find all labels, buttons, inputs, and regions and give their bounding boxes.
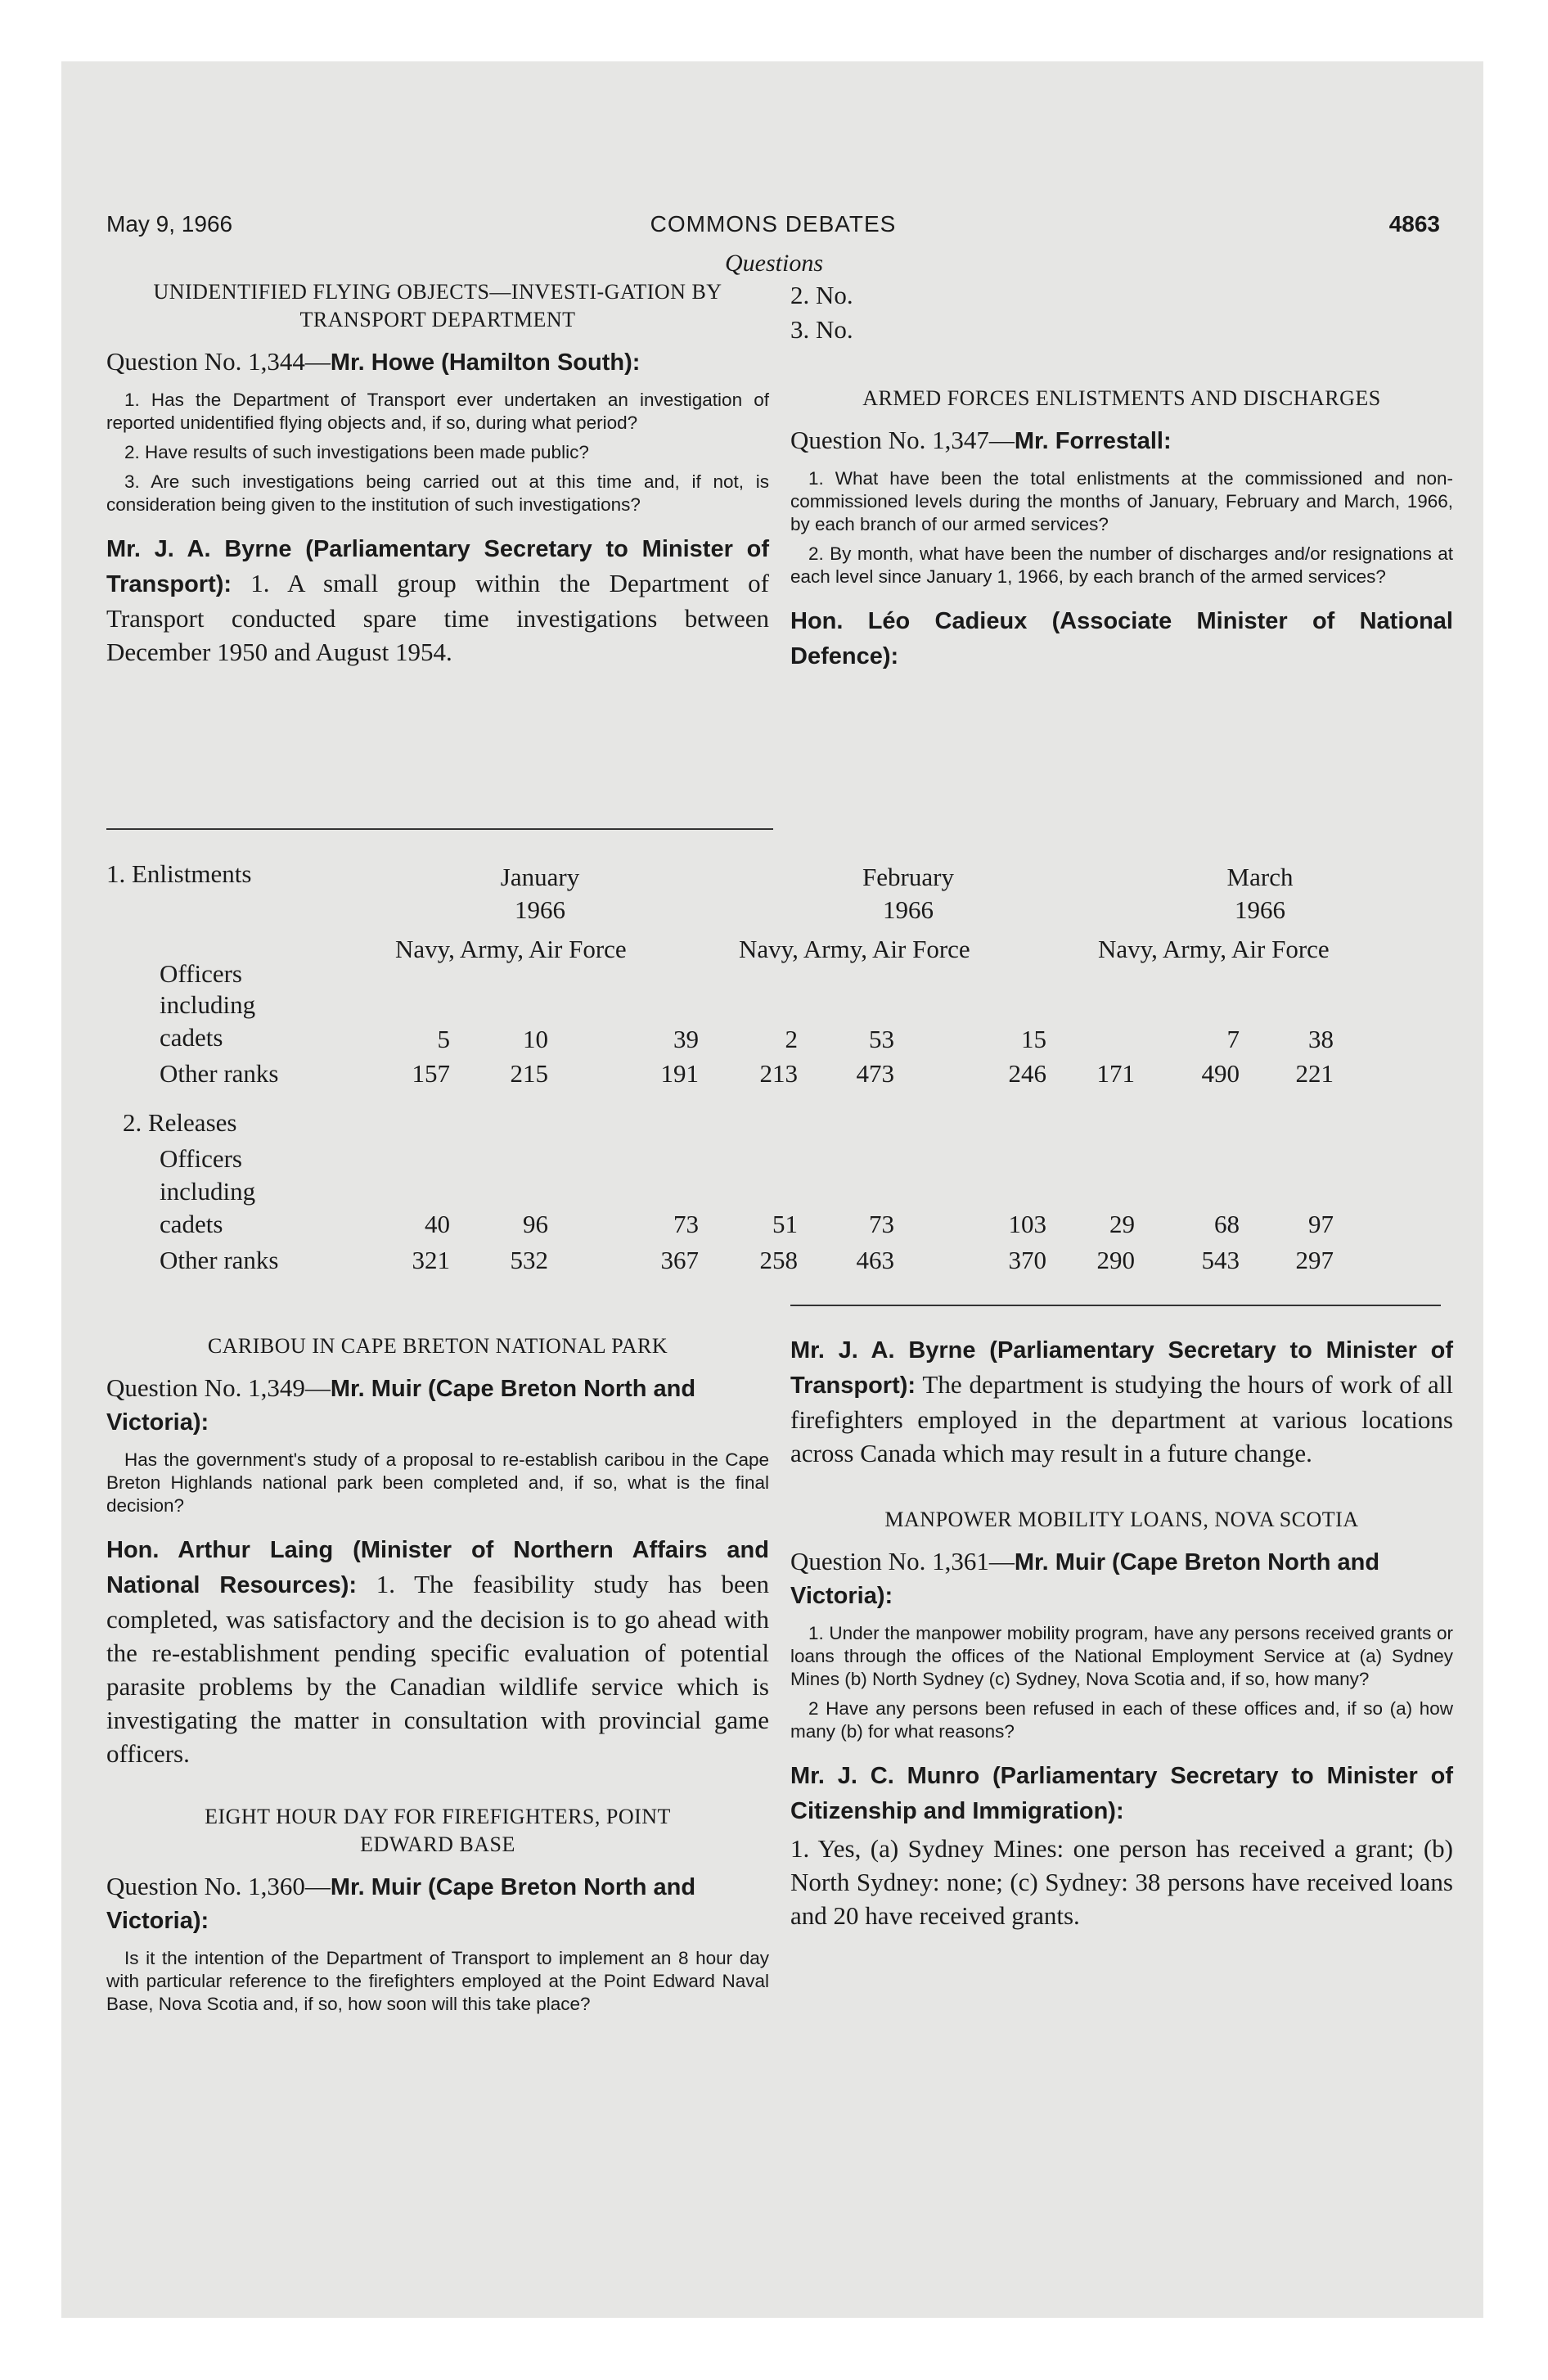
question-member: Mr. Muir (Cape Breton North and Victoria): xyxy=(106,1376,696,1436)
question-item: 2. By month, what have been the number of discharges and/or resignations at each level since January 1, 1966, by each branch of the armed services? xyxy=(790,543,1453,587)
table-cell: 73 xyxy=(673,1210,699,1238)
question-item: 3. Are such investigations being carried out at this time and, if not, is consideration being given to the institution of such investigations? xyxy=(106,471,769,515)
section-releases: 2. Releases xyxy=(123,1108,237,1137)
year-header: 1966 xyxy=(515,895,565,924)
row-label: cadets xyxy=(160,1210,223,1238)
table-cell: 221 xyxy=(1295,1059,1334,1088)
question-item: 1. Under the manpower mobility program, have any persons received grants or loans through the offices of the National Employment Service at (a) Sydney Mines (b) North Sydney (c) Sydney, Nova Scotia and, if so, how many? xyxy=(790,1623,1453,1689)
table-cell: 73 xyxy=(869,1210,894,1238)
year-header: 1966 xyxy=(1235,895,1285,924)
table-cell: 258 xyxy=(759,1246,798,1274)
service-header: Navy, Army, Air Force xyxy=(395,935,627,963)
answer xyxy=(790,1332,1453,1470)
row-label: Officers xyxy=(160,1144,242,1173)
answer-speaker: Mr. J. A. Byrne (Parliamentary Secretary to Minister of Transport): xyxy=(106,536,769,597)
year-header: 1966 xyxy=(883,895,934,924)
question-member: Mr. Muir (Cape Breton North and Victoria): xyxy=(106,1874,696,1934)
header-title: COMMONS DEBATES xyxy=(650,211,897,237)
question-number: Question No. 1,347— xyxy=(790,426,1015,454)
question-line xyxy=(106,1870,769,1937)
row-label: Other ranks xyxy=(160,1246,279,1274)
table-cell: 321 xyxy=(412,1246,450,1274)
table-cell: 367 xyxy=(660,1246,699,1274)
month-header: February xyxy=(862,863,954,891)
service-header: Navy, Army, Air Force xyxy=(739,935,970,963)
table-cell: 191 xyxy=(660,1059,699,1088)
question-item: Has the government's study of a proposal to re-establish caribou in the Cape Breton Highlands national park been completed and, if so, what is the final decision? xyxy=(106,1449,769,1516)
question-heading: EIGHT HOUR DAY FOR FIREFIGHTERS, POINT EDWARD BASE xyxy=(205,1805,671,1856)
answer-speaker-name: Mr. J. C. Munro (Parliamentary Secretary to Minister of Citizenship and Immigration): xyxy=(790,1763,1453,1824)
table-cell: 2 xyxy=(785,1025,798,1053)
answer xyxy=(106,1532,769,1770)
question-heading: MANPOWER MOBILITY LOANS, NOVA SCOTIA xyxy=(884,1508,1359,1531)
question-number: Question No. 1,361— xyxy=(790,1547,1015,1575)
table-cell: 543 xyxy=(1201,1246,1240,1274)
row-label: including xyxy=(160,1177,256,1206)
question-item: 2 Have any persons been refused in each of these offices and, if so (a) how many (b) for what reasons? xyxy=(790,1698,1453,1742)
section-enlistments: 1. Enlistments xyxy=(106,859,252,888)
table-cell: 38 xyxy=(1308,1025,1334,1053)
table-cell: 7 xyxy=(1226,1025,1240,1053)
question-heading: UNIDENTIFIED FLYING OBJECTS—INVESTI-GATION BY TRANSPORT DEPARTMENT xyxy=(153,280,722,331)
answer-speaker-name: Hon. Léo Cadieux (Associate Minister of National Defence): xyxy=(790,608,1453,669)
table-cell: 171 xyxy=(1096,1059,1135,1088)
table-cell: 10 xyxy=(523,1025,548,1053)
table-cell: 96 xyxy=(523,1210,548,1238)
question-line xyxy=(790,1545,1453,1612)
question-number: Question No. 1,360— xyxy=(106,1872,331,1900)
table-cell: 29 xyxy=(1109,1210,1135,1238)
table-cell: 213 xyxy=(759,1059,798,1088)
table-cell: 532 xyxy=(510,1246,548,1274)
table-cell: 103 xyxy=(1008,1210,1046,1238)
right-column-bottom xyxy=(790,1332,1453,1941)
table-cell: 246 xyxy=(1008,1059,1046,1088)
table-cell: 5 xyxy=(437,1025,450,1053)
table-cell: 97 xyxy=(1308,1210,1334,1238)
month-header: March xyxy=(1226,863,1294,891)
table-cell: 68 xyxy=(1214,1210,1240,1238)
table-cell: 490 xyxy=(1201,1059,1240,1088)
table-cell: 53 xyxy=(869,1025,894,1053)
table-cell: 15 xyxy=(1021,1025,1046,1053)
answer-text: 1. A small group within the Department of Transport conducted spare time investigations between December 1950 and August 1954. xyxy=(106,569,769,666)
question-heading: CARIBOU IN CAPE BRETON NATIONAL PARK xyxy=(207,1334,668,1358)
row-label: cadets xyxy=(160,1023,223,1052)
service-header: Navy, Army, Air Force xyxy=(1098,935,1330,963)
left-column-bottom xyxy=(106,1332,769,2022)
header-date: May 9, 1966 xyxy=(106,211,233,237)
table-cell: 290 xyxy=(1096,1246,1135,1274)
row-label: including xyxy=(160,990,256,1019)
answer-speaker: Hon. Arthur Laing (Minister of Northern Affairs and National Resources): xyxy=(106,1537,769,1598)
answer-text: 1. Yes, (a) Sydney Mines: one person has received a grant; (b) North Sydney: none; (c) Sydney: 38 persons have received loans and 20 have received grants. xyxy=(790,1834,1453,1930)
question-item: 1. Has the Department of Transport ever undertaken an investigation of reported unidentified flying objects and, if so, during what period? xyxy=(106,390,769,433)
question-item: 1. What have been the total enlistments at the commissioned and non-commissioned levels during the months of January, February and March, 1966, by each branch of our armed services? xyxy=(790,468,1453,534)
question-line xyxy=(106,1372,769,1439)
month-header: January xyxy=(500,863,580,891)
answer-item: 2. No. xyxy=(790,281,853,309)
question-number: Question No. 1,349— xyxy=(106,1373,331,1402)
question-member: Mr. Muir (Cape Breton North and Victoria): xyxy=(790,1549,1380,1609)
table-cell: 157 xyxy=(412,1059,450,1088)
row-label: Officers xyxy=(160,959,242,988)
table-cell: 473 xyxy=(856,1059,894,1088)
table-cell: 39 xyxy=(673,1025,699,1053)
table-cell: 463 xyxy=(856,1246,894,1274)
table-cell: 215 xyxy=(510,1059,548,1088)
header-page-number: 4863 xyxy=(1388,211,1440,237)
question-member: Mr. Howe (Hamilton South): xyxy=(330,349,641,376)
question-number: Question No. 1,344— xyxy=(106,347,331,376)
divider-rule xyxy=(790,1305,1441,1306)
answer-item: 3. No. xyxy=(790,315,853,344)
table-cell: 297 xyxy=(1295,1246,1334,1274)
answer-speaker xyxy=(790,1758,1453,1828)
table-cell: 40 xyxy=(425,1210,450,1238)
table-cell: 51 xyxy=(772,1210,798,1238)
row-label: Other ranks xyxy=(160,1059,279,1088)
question-item: Is it the intention of the Department of Transport to implement an 8 hour day with particular reference to the firefighters employed at the Point Edward Naval Base, Nova Scotia and, if so, how soon will this take place? xyxy=(106,1948,769,2014)
question-item: 2. Have results of such investigations been made public? xyxy=(124,442,589,462)
question-heading: ARMED FORCES ENLISTMENTS AND DISCHARGES xyxy=(862,386,1381,410)
answer-text: The department is studying the hours of work of all firefighters employed in the department at various locations across Canada which may result in a future change. xyxy=(790,1370,1453,1467)
question-member: Mr. Forrestall: xyxy=(1014,428,1172,454)
answer-speaker: Mr. J. A. Byrne (Parliamentary Secretary to Minister of Transport): xyxy=(790,1337,1453,1399)
section-label: Questions xyxy=(725,250,823,277)
answer-text: 1. The feasibility study has been completed, was satisfactory and the decision is to go ahead with the re-establishment pending specific evaluation of potential parasite problems by the Canadian wildlife service which is investigating the matter in consultation with provincial game officers. xyxy=(106,1570,770,1768)
table-cell: 370 xyxy=(1008,1246,1046,1274)
